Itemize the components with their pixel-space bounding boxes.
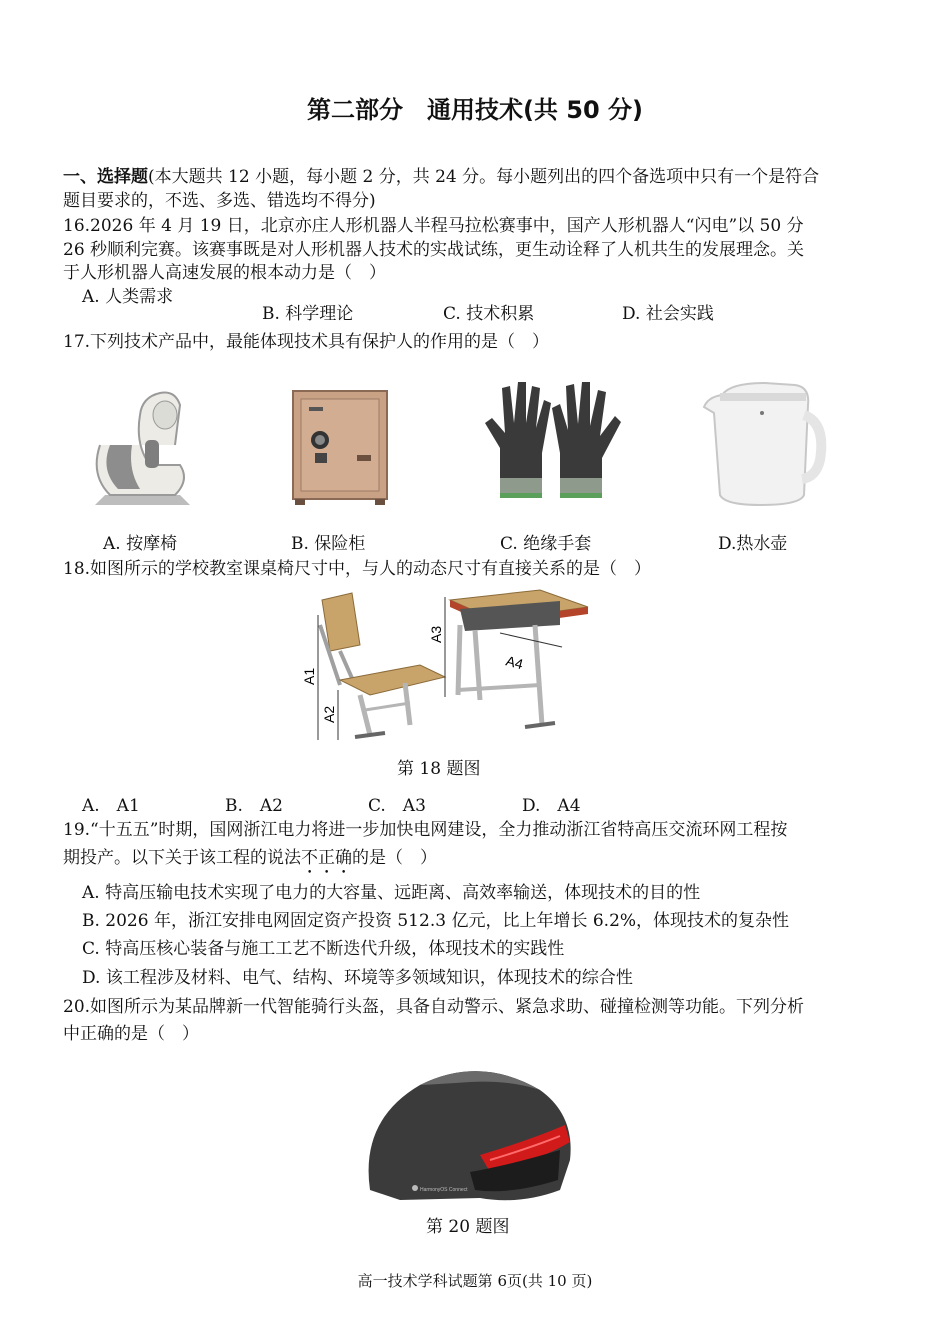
q16-option-c: C. 技术积累 — [443, 304, 535, 324]
q19-option-c: C. 特高压核心装备与施工工艺不断迭代升级，体现技术的实践性 — [82, 939, 565, 959]
q16-stem-line3: 于人形机器人高速发展的根本动力是（ ） — [63, 263, 386, 283]
q16-option-a: A. 人类需求 — [82, 287, 174, 307]
section-instructions — [63, 165, 819, 189]
smart-helmet-image — [360, 1060, 580, 1210]
q17-option-b: B. 保险柜 — [291, 534, 366, 554]
q19-option-b: B. 2026 年，浙江安排电网固定资产投资 512.3 亿元，比上年增长 6.2%，体现技术的复杂性 — [82, 911, 790, 931]
dim-label-a2: A2 — [321, 705, 337, 723]
page-title: 第二部分 通用技术(共 50 分) — [306, 96, 644, 124]
dim-label-a4: A4 — [504, 652, 525, 673]
q16-option-b: B. 科学理论 — [262, 304, 354, 324]
q16-stem-line1: 16.2026 年 4 月 19 日，北京亦庄人形机器人半程马拉松赛事中，国产人形机器人“闪电”以 50 分 — [63, 216, 804, 236]
massage-chair-image — [80, 385, 205, 515]
q16-option-d: D. 社会实践 — [622, 304, 714, 324]
page-footer: 高一技术学科试题第 6页(共 10 页) — [357, 1272, 593, 1290]
dim-label-a3: A3 — [428, 625, 444, 643]
q18-option-d: D. A4 — [522, 796, 581, 816]
kettle-image — [700, 375, 830, 510]
q19-option-d: D. 该工程涉及材料、电气、结构、环境等多领域知识，体现技术的综合性 — [82, 968, 633, 988]
q19-stem-line2 — [63, 846, 437, 878]
q17-option-d: D.热水壶 — [718, 534, 788, 554]
section-heading: 一、选择题 — [63, 167, 148, 187]
insulating-gloves-image — [480, 378, 625, 503]
q17-option-a: A. 按摩椅 — [103, 534, 178, 554]
helmet-logo-text: HarmonyOS Connect — [420, 1187, 468, 1193]
q20-stem-line1: 20.如图所示为某品牌新一代智能骑行头盔，具备自动警示、紧急求助、碰撞检测等功能。下列分析 — [63, 997, 805, 1017]
q18-option-c: C. A3 — [368, 796, 426, 816]
section-instructions-line1: (本大题共 12 小题，每小题 2 分，共 24 分。每小题列出的四个备选项中只有一个是符合 — [148, 167, 820, 187]
q18-stem: 18.如图所示的学校教室课桌椅尺寸中，与人的动态尺寸有直接关系的是（ ） — [63, 559, 652, 579]
q19-option-a: A. 特高压输电技术实现了电力的大容量、远距离、高效率输送，体现技术的目的性 — [82, 883, 701, 903]
q20-stem-line2: 中正确的是（ ） — [63, 1024, 199, 1044]
desk-chair-figure — [300, 585, 600, 745]
dim-label-a1: A1 — [301, 667, 317, 685]
q19-stem-line2-post: 的是（ ） — [352, 848, 437, 868]
section-instructions-line2: 题目要求的，不选、多选、错选均不得分) — [63, 191, 376, 211]
q19-emphasis: 不正确 — [301, 848, 352, 868]
q18-option-a: A. A1 — [82, 796, 140, 816]
q17-stem: 17.下列技术产品中，最能体现技术具有保护人的作用的是（ ） — [63, 332, 550, 352]
q18-figure-caption: 第 18 题图 — [397, 759, 481, 779]
q20-figure-caption: 第 20 题图 — [426, 1217, 510, 1237]
q19-stem-line2-pre: 期投产。以下关于该工程的说法 — [63, 848, 301, 868]
safe-image — [285, 385, 395, 510]
q17-option-c: C. 绝缘手套 — [500, 534, 592, 554]
q16-stem-line2: 26 秒顺利完赛。该赛事既是对人形机器人技术的实战试练，更生动诠释了人机共生的发展理念。关 — [63, 240, 805, 260]
q18-option-b: B. A2 — [225, 796, 283, 816]
q19-stem-line1: 19.“十五五”时期，国网浙江电力将进一步加快电网建设，全力推动浙江省特高压交流环网工程按 — [63, 820, 788, 840]
